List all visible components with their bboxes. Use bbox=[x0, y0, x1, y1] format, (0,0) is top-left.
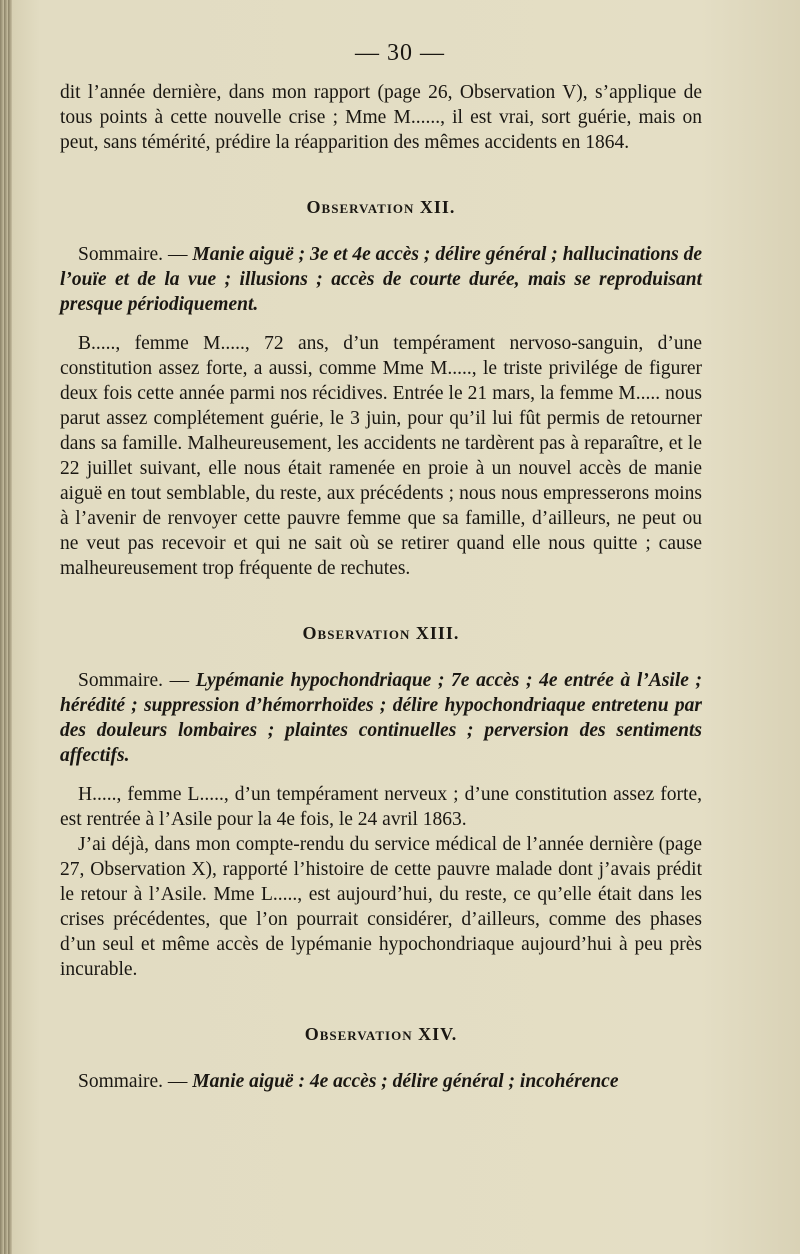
book-spine bbox=[0, 0, 12, 1254]
observation-xiv-summary bbox=[60, 1069, 702, 1094]
summary-text: Manie aiguë : 4e accès ; délire général ; incohérence bbox=[192, 1071, 619, 1092]
intro-paragraph: dit l’année dernière, dans mon rapport (page 26, Observation V), s’applique de tous points à cette nouvelle crise ; Mme M......, il est vrai, sort guérie, mais on peut, sans témérité, prédire la réapparition des mêmes accidents en 1864. bbox=[60, 82, 702, 153]
summary-label: Sommaire. — bbox=[78, 1071, 188, 1092]
observation-xiii-summary bbox=[60, 668, 702, 768]
observation-xii-body: B....., femme M....., 72 ans, d’un tempérament nervoso-sanguin, d’une constitution assez forte, a aussi, comme Mme M....., le triste privilége de figurer deux fois cette année parmi nos récidives. Entrée le 21 mars, la femme M..... nous parut assez complétement guérie, le 3 juin, pour qu’il lui fût permis de retourner dans sa famille. Malheureusement, les accidents ne tardèrent pas à reparaître, et le 22 juillet suivant, elle nous était ramenée en proie à un nouvel accès de manie aiguë en tout semblable, du reste, aux précédents ; nous nous empresserons moins à l’avenir de renvoyer cette pauvre femme que sa famille, d’ailleurs, ne peut ou ne veut pas recevoir et qui ne sait où se retirer quand elle nous quitte ; cause malheureusement trop fréquente de rechutes. bbox=[60, 333, 702, 579]
observation-xiii-body-2: J’ai déjà, dans mon compte-rendu du service médical de l’année dernière (page 27, Observation X), rapporté l’histoire de cette pauvre malade dont j’avais prédit le retour à l’Asile. Mme L....., est aujourd’hui, du reste, ce qu’elle était dans les crises précédentes, que l’on pourrait considérer, d’ailleurs, comme des phases d’un seul et même accès de lypémanie hypochondriaque aujourd’hui à peu près incurable. bbox=[60, 834, 702, 980]
page-number: — 30 — bbox=[355, 40, 445, 66]
summary-text: Lypémanie hypochondriaque ; 7e accès ; 4e entrée à l’Asile ; hérédité ; suppression d’hémorrhoïdes ; délire hypochondriaque entretenu par des douleurs lombaires ; plaintes continuelles ; perversion des sentiments affectifs. bbox=[60, 670, 703, 766]
summary-text: Manie aiguë ; 3e et 4e accès ; délire général ; hallucinations de l’ouïe et de la vue ; illusions ; accès de courte durée, mais se reproduisant presque périodiquement. bbox=[60, 244, 703, 315]
observation-xiv-heading-text: Observation XIV. bbox=[304, 1024, 458, 1044]
observation-xii-heading bbox=[60, 197, 702, 218]
observation-xiii-heading-text: Observation XIII. bbox=[302, 623, 460, 643]
page-content bbox=[60, 80, 702, 1094]
summary-label: Sommaire. — bbox=[78, 244, 188, 265]
summary-label: Sommaire. — bbox=[78, 670, 190, 691]
observation-xii-heading-text: Observation XII. bbox=[306, 197, 456, 217]
observation-xiii-heading bbox=[60, 623, 702, 644]
observation-xiv-heading bbox=[60, 1024, 702, 1045]
observation-xiii-body-1: H....., femme L....., d’un tempérament nerveux ; d’une constitution assez forte, est rentrée à l’Asile pour la 4e fois, le 24 avril 1863. bbox=[60, 784, 702, 830]
observation-xii-summary bbox=[60, 242, 702, 317]
